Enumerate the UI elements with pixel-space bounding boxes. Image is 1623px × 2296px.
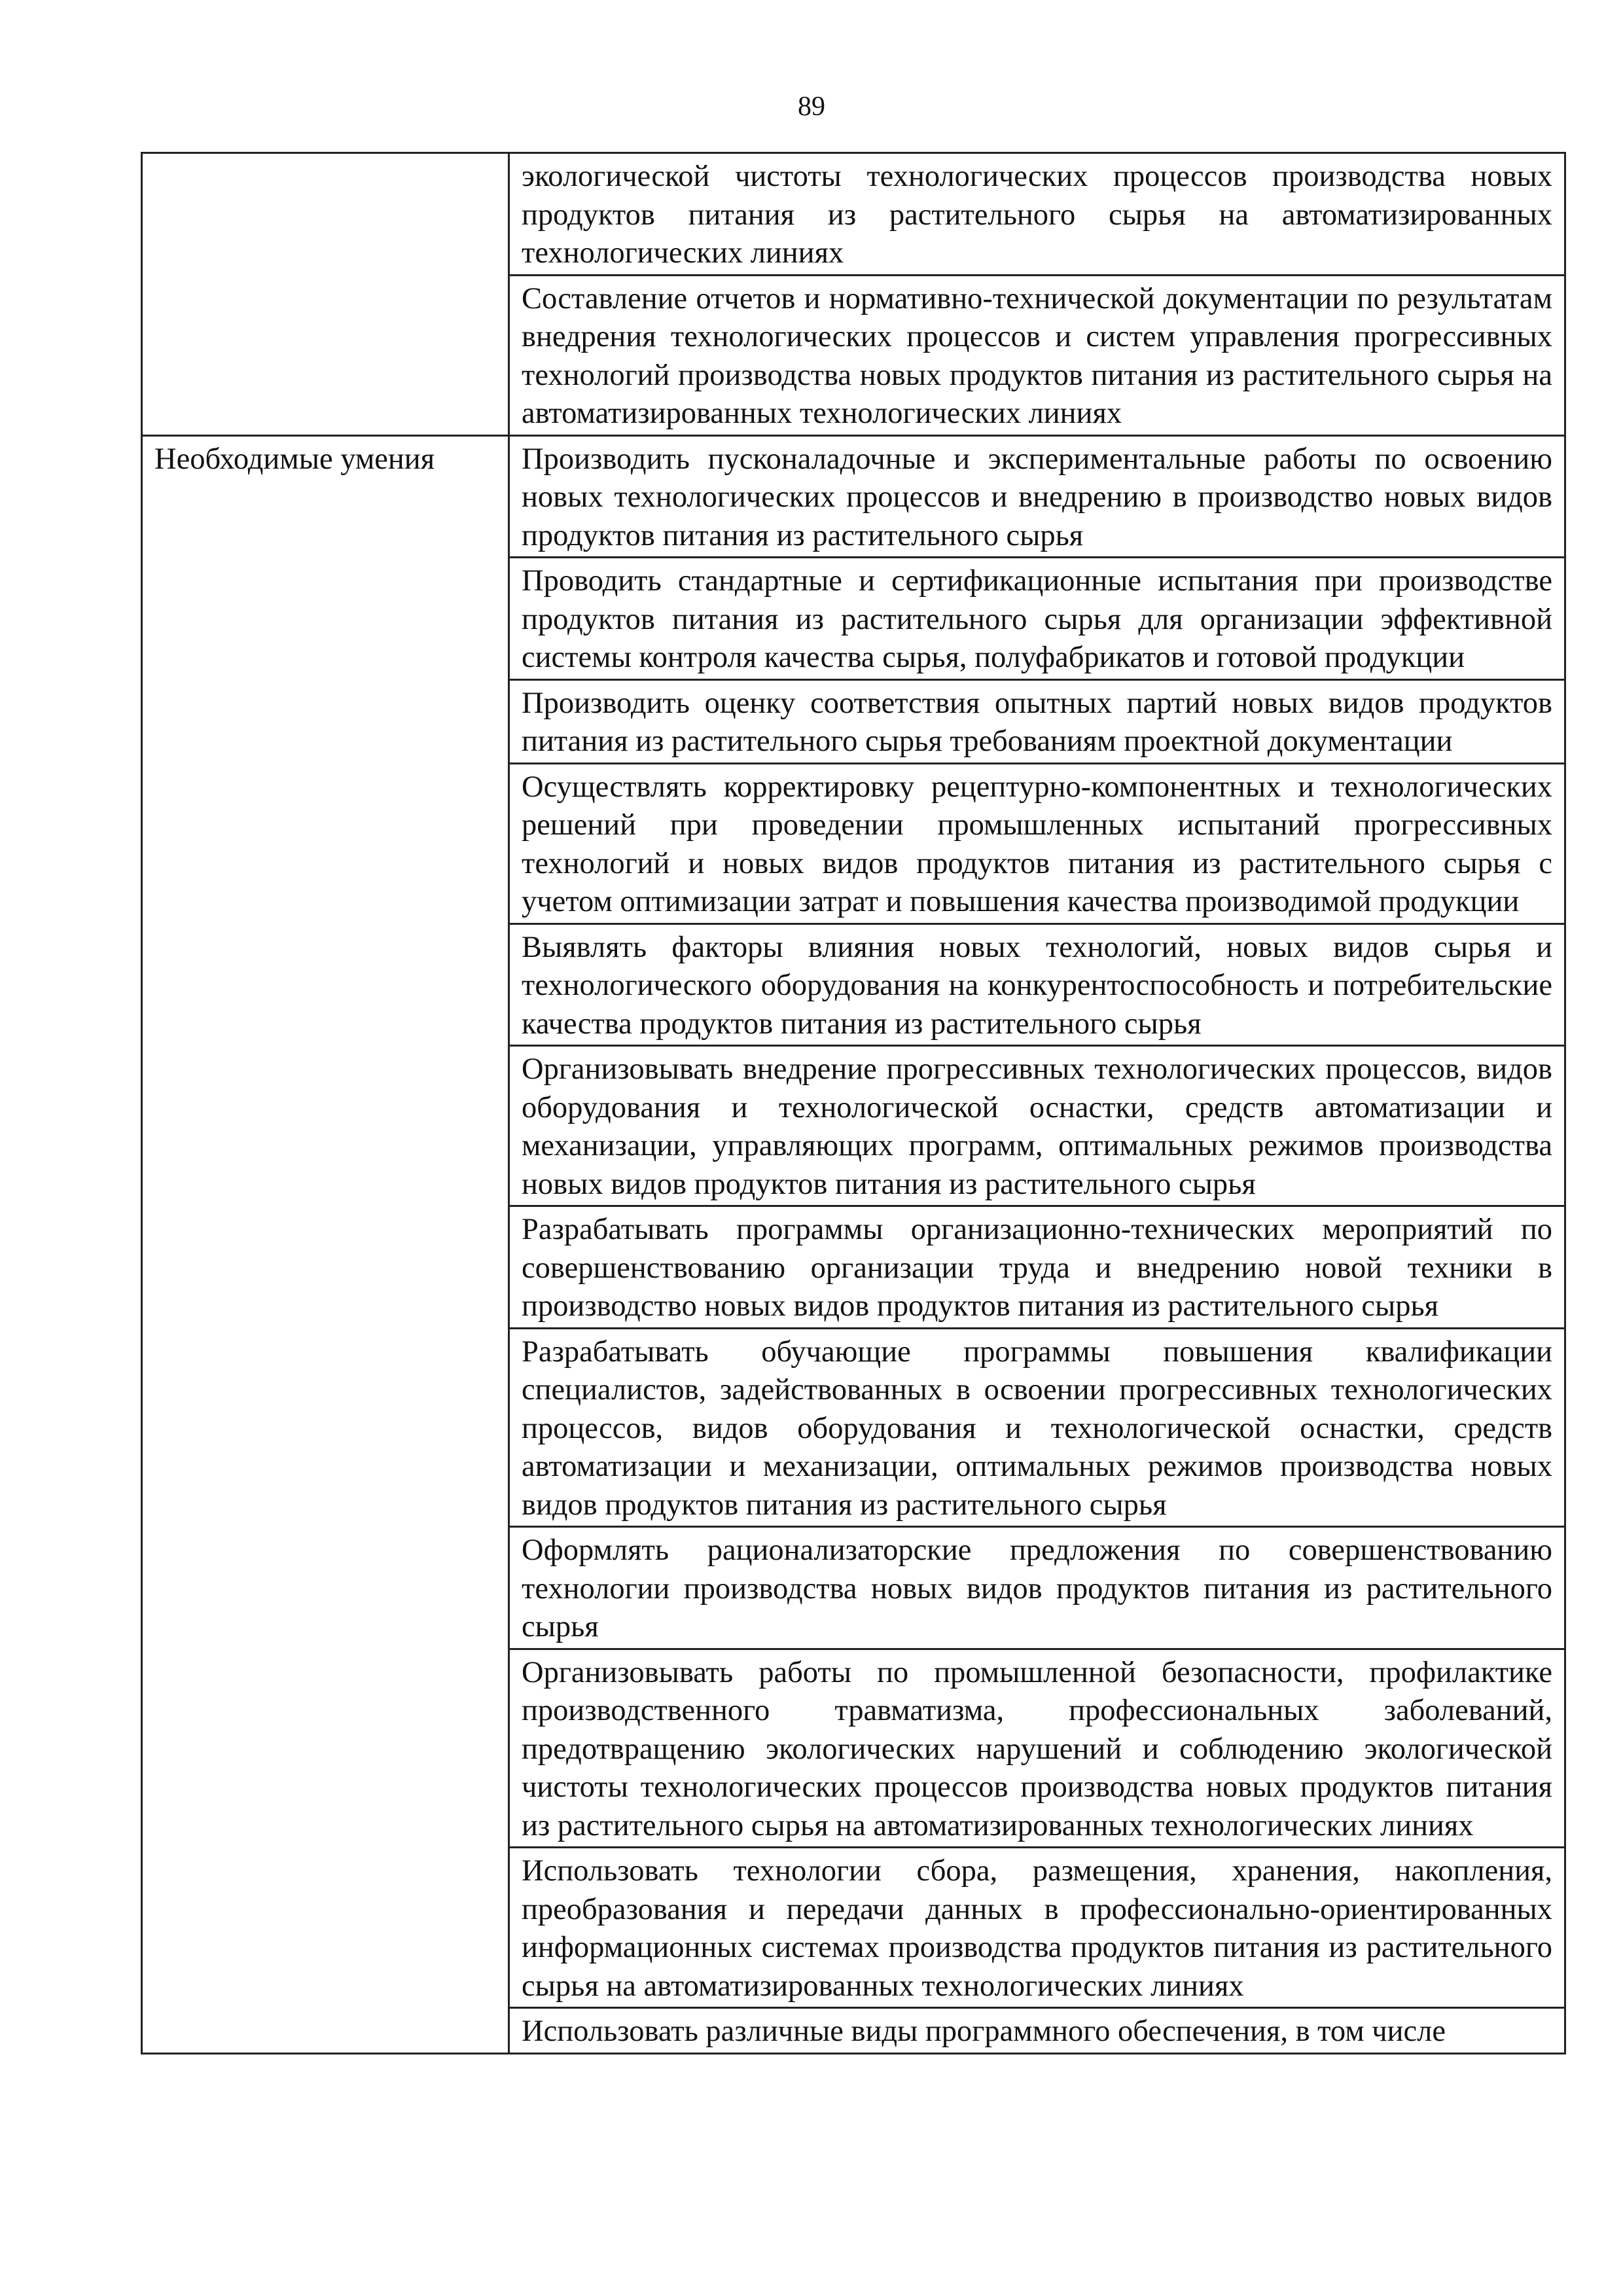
section-label-skills: Необходимые умения <box>142 435 509 2053</box>
table-cell: Проводить стандартные и сертификационные испытания при производстве продуктов питания из растительного сырья для организации эффективной системы контроля качества сырья, полуфабрикатов и готовой продукции <box>509 558 1565 680</box>
table-cell: Выявлять факторы влияния новых технологий, новых видов сырья и технологического оборудования на конкурентоспособность и потребительские качества продуктов питания из растительного сырья <box>509 924 1565 1046</box>
section-label-empty <box>142 153 509 436</box>
requirements-table <box>141 152 1566 2054</box>
table-row <box>142 153 1565 276</box>
table-row <box>142 435 1565 558</box>
table-cell: Организовывать внедрение прогрессивных технологических процессов, видов оборудования и технологической оснастки, средств автоматизации и механизации, управляющих программ, оптимальных режимов производства новых видов продуктов питания из растительного сырья <box>509 1046 1565 1206</box>
table-cell: Использовать различные виды программного обеспечения, в том числе <box>509 2008 1565 2054</box>
table-cell: Организовывать работы по промышленной безопасности, профилактике производственного травматизма, профессиональных заболеваний, предотвращению экологических нарушений и соблюдению экологической чистоты технологических процессов производства новых продуктов питания из растительного сырья на автоматизированных технологических линиях <box>509 1649 1565 1848</box>
table-cell: Оформлять рационализаторские предложения по совершенствованию технологии производства новых видов продуктов питания из растительного сырья <box>509 1527 1565 1649</box>
table-cell: Разрабатывать обучающие программы повышения квалификации специалистов, задействованных в освоении прогрессивных технологических процессов, видов оборудования и технологической оснастки, средств автоматизации и механизации, оптимальных режимов производства новых видов продуктов питания из растительного сырья <box>509 1328 1565 1527</box>
table-cell: Использовать технологии сбора, размещения, хранения, накопления, преобразования и передачи данных в профессионально-ориентированных информационных системах производства продуктов питания из растительного сырья на автоматизированных технологических линиях <box>509 1848 1565 2008</box>
table-cell: Разрабатывать программы организационно-технических мероприятий по совершенствованию организации труда и внедрению новой техники в производство новых видов продуктов питания из растительного сырья <box>509 1206 1565 1329</box>
page-number: 89 <box>798 92 825 122</box>
table-cell: Производить пусконаладочные и экспериментальные работы по освоению новых технологических процессов и внедрению в производство новых видов продуктов питания из растительного сырья <box>509 435 1565 558</box>
table-cell: Составление отчетов и нормативно-технической документации по результатам внедрения технологических процессов и систем управления прогрессивных технологий производства новых продуктов питания из растительного сырья на автоматизированных технологических линиях <box>509 275 1565 435</box>
table-cell: экологической чистоты технологических процессов производства новых продуктов питания из растительного сырья на автоматизированных технологических линиях <box>509 153 1565 276</box>
table-cell: Осуществлять корректировку рецептурно-компонентных и технологических решений при проведении промышленных испытаний прогрессивных технологий и новых видов продуктов питания из растительного сырья с учетом оптимизации затрат и повышения качества производимой продукции <box>509 763 1565 924</box>
table-cell: Производить оценку соответствия опытных партий новых видов продуктов питания из растительного сырья требованиям проектной документации <box>509 679 1565 763</box>
